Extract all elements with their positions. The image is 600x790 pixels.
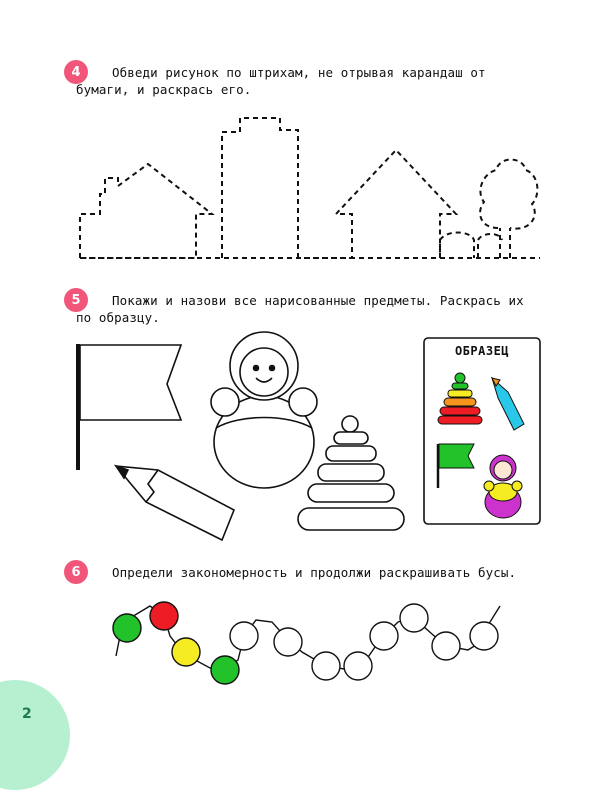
- bead-12: [470, 622, 498, 650]
- task-4-badge: 4: [64, 60, 88, 84]
- bead-1: [113, 614, 141, 642]
- bead-11: [432, 632, 460, 660]
- sample-box-title: ОБРАЗЕЦ: [454, 344, 510, 358]
- task-5-text: Покажи и назови все нарисованные предметы. Раскрась их по образцу.: [76, 293, 524, 325]
- bead-7: [312, 652, 340, 680]
- bead-6: [274, 628, 302, 656]
- bead-5: [230, 622, 258, 650]
- task-4-text: Обведи рисунок по штрихам, не отрывая карандаш от бумаги, и раскрась его.: [76, 65, 486, 97]
- bead-8: [344, 652, 372, 680]
- task-5-badge: 5: [64, 288, 88, 312]
- bead-10: [400, 604, 428, 632]
- task-6-text: Определи закономерность и продолжи раскрашивать бусы.: [112, 565, 517, 580]
- page-number: 2: [22, 706, 32, 722]
- bead-3: [172, 638, 200, 666]
- bead-9: [370, 622, 398, 650]
- bead-2: [150, 602, 178, 630]
- task-6-badge: 6: [64, 560, 88, 584]
- bead-4: [211, 656, 239, 684]
